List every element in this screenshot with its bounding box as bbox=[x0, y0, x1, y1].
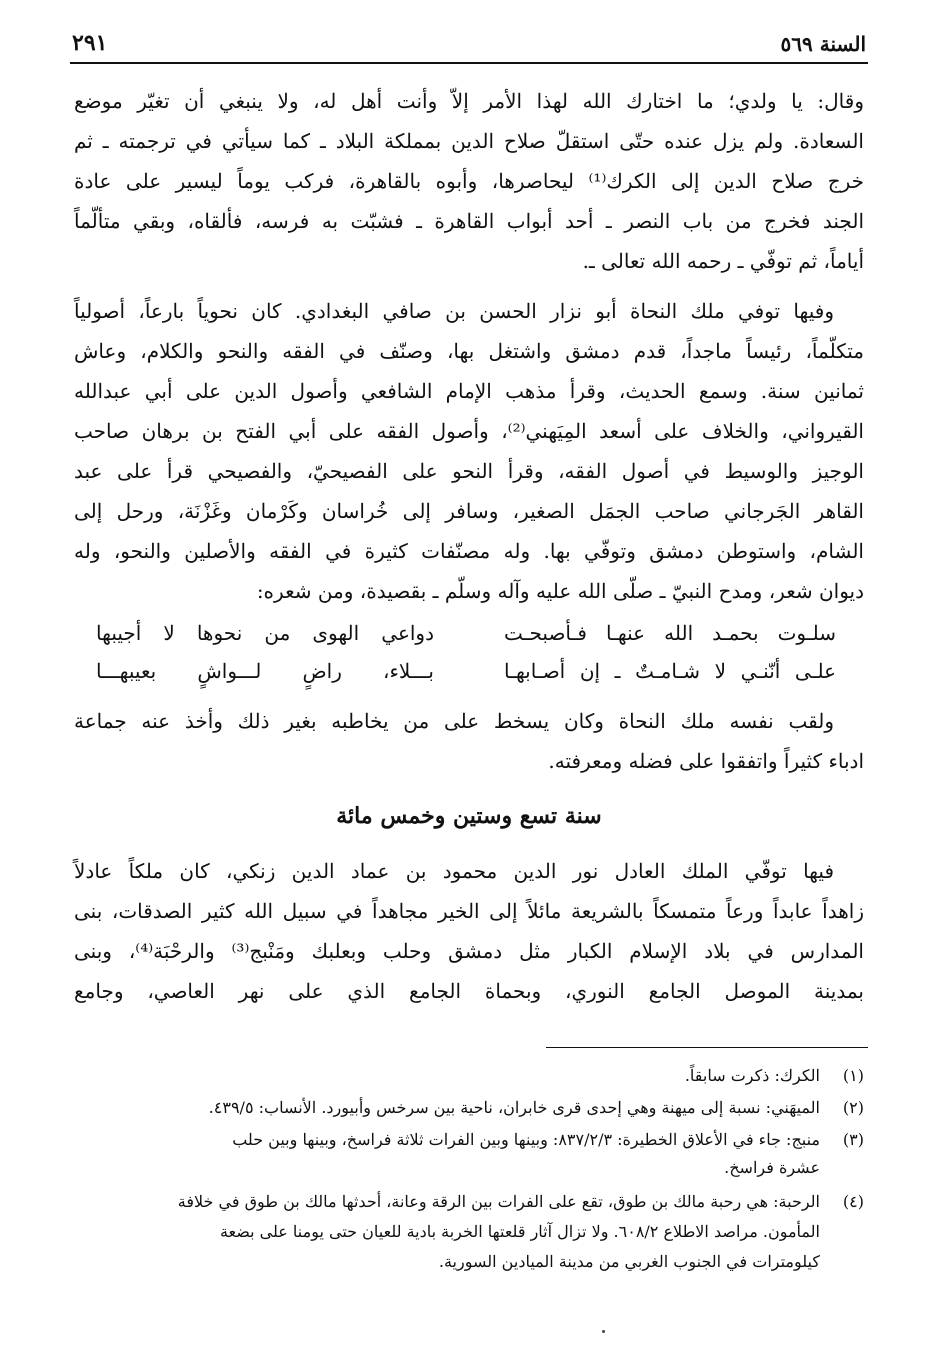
text-line: القاهر الجَرجاني صاحب الجمَل الصغير، وسافر إلى خُراسان وكَرْمان وغَزْنَة، ورحل إلى bbox=[74, 499, 864, 523]
text-line: وقال: يا ولدي؛ ما اختارك الله لهذا الأمر إلاّ وأنت أهل له، ولا ينبغي أن تغيّر موضع bbox=[74, 89, 864, 113]
poem-hemistich-second: بـــلاء، راضٍ لـــواشٍ بعيبهـــا bbox=[96, 659, 434, 683]
text-line: فيها توفّي الملك العادل نور الدين محمود بن عماد الدين زنكي، كان ملكاً عادلاً bbox=[74, 859, 835, 883]
page-number: ٢٩١ bbox=[72, 30, 108, 56]
footnote-number: (١) bbox=[842, 1066, 864, 1085]
text-line: خرج صلاح الدين إلى الكرك⁽¹⁾ ليحاصرها، وأبوه بالقاهرة، فركب يوماً ليسير على عادة bbox=[74, 169, 864, 193]
text-line: ولقب نفسه ملك النحاة وكان يسخط على من يخاطبه بغير ذلك وأخذ عنه جماعة bbox=[74, 709, 835, 733]
text-line: وفيها توفي ملك النحاة أبو نزار الحسن بن صافي البغدادي. كان نحوياً بارعاً، أصولياً bbox=[74, 299, 834, 323]
footnote-continuation: المأمون. مراصد الاطلاع ٦٠٨/٢. ولا تزال آثار قلعتها الخربة بادية للعيان حتى يومنا على بضعة bbox=[219, 1222, 820, 1241]
running-head: السنة ٥٦٩ bbox=[780, 32, 866, 56]
footnote bbox=[74, 1128, 864, 1152]
text-line: ثمانين سنة. وسمع الحديث، وقرأ مذهب الإمام الشافعي وأصول الدين على أبي عبدالله bbox=[74, 379, 864, 403]
text-line: ادباء كثيراً واتفقوا على فضله ومعرفته. bbox=[548, 749, 864, 773]
footnote-number: (٢) bbox=[842, 1098, 864, 1117]
footnote bbox=[74, 1096, 864, 1120]
page-header bbox=[72, 26, 866, 62]
footnote-rule bbox=[546, 1047, 868, 1048]
text-line: المدارس في بلاد الإسلام الكبار مثل دمشق وحلب وبعلبك ومَنْبج⁽³⁾ والرحْبَة⁽⁴⁾، وبنى bbox=[74, 939, 864, 963]
poem-hemistich-first: سلـوت بحمـد الله عنهـا فـأصبحـت bbox=[504, 621, 836, 645]
footnote-continuation: عشرة فراسخ. bbox=[724, 1158, 820, 1177]
footnote-text: الرحبة: هي رحبة مالك بن طوق، تقع على الفرات بين الرقة وعانة، أحدثها مالك بن طوق في خلافة bbox=[177, 1192, 820, 1211]
text-line: أياماً، ثم توفّي ـ رحمه الله تعالى ـ. bbox=[582, 249, 864, 273]
text-line: الشام، واستوطن دمشق وتوفّي بها. وله مصنّفات كثيرة في الفقه والأصلين والنحو، وله bbox=[74, 539, 864, 563]
text-line: متكلّماً، رئيساً ماجداً، قدم دمشق واشتغل بها، وصنّف في الفقه والنحو والكلام، وعاش bbox=[74, 339, 864, 363]
footnote-number: (٤) bbox=[842, 1192, 864, 1211]
text-line: زاهداً عابداً ورعاً متمسكاً بالشريعة مائلاً إلى الخير مجاهداً في سبيل الله كثير الصدقات، بنى bbox=[74, 899, 864, 923]
footnote bbox=[74, 1190, 864, 1214]
text-line: الوجيز والوسيط في أصول الفقه، وقرأ النحو على الفصيحيّ، والفصيحي قرأ على عبد bbox=[74, 459, 864, 483]
poem-hemistich-first: علـى أنّنـي لا شـامـتٌ ـ إن أصـابهـا bbox=[504, 659, 836, 683]
section-heading: سنة تسع وستين وخمس مائة bbox=[336, 803, 602, 829]
stray-dot bbox=[602, 1330, 605, 1333]
header-rule bbox=[70, 62, 868, 64]
text-line: الجند فخرج من باب النصر ـ أحد أبواب القاهرة ـ فشبّت به فرسه، فألقاه، وبقي متألّماً bbox=[74, 209, 864, 233]
footnote-text: الكرك: ذكرت سابقاً. bbox=[684, 1066, 820, 1085]
text-line: بمدينة الموصل الجامع النوري، وبحماة الجامع الذي على نهر العاصي، وجامع bbox=[74, 979, 864, 1003]
footnote bbox=[74, 1064, 864, 1088]
footnote-text: منبج: جاء في الأعلاق الخطيرة: ٨٣٧/٢/٣: وبينها وبين الفرات ثلاثة فراسخ، وبينها وبين حلب bbox=[232, 1130, 820, 1149]
footnote-continuation: كيلومترات في الجنوب الغربي من مدينة الميادين السورية. bbox=[438, 1252, 820, 1271]
footnote-text: الميهَني: نسبة إلى ميهنة وهي إحدى قرى خابران، ناحية بين سرخس وأبيورد. الأنساب: ٤٣٩/٥. bbox=[208, 1098, 820, 1117]
text-line: ديوان شعر، ومدح النبيّ ـ صلّى الله عليه وآله وسلّم ـ بقصيدة، ومن شعره: bbox=[256, 579, 864, 603]
poem-hemistich-second: دواعي الهوى من نحوها لا أجيبها bbox=[96, 621, 434, 645]
footnote-number: (٣) bbox=[842, 1130, 864, 1149]
text-line: القيرواني، والخلاف على أسعد المِيَهني⁽²⁾، وأصول الفقه على أبي الفتح بن برهان صاحب bbox=[74, 419, 864, 443]
text-line: السعادة. ولم يزل عنده حتّى استقلّ صلاح الدين بمملكة البلاد ـ كما سيأتي في ترجمته ـ ثم bbox=[74, 129, 864, 153]
